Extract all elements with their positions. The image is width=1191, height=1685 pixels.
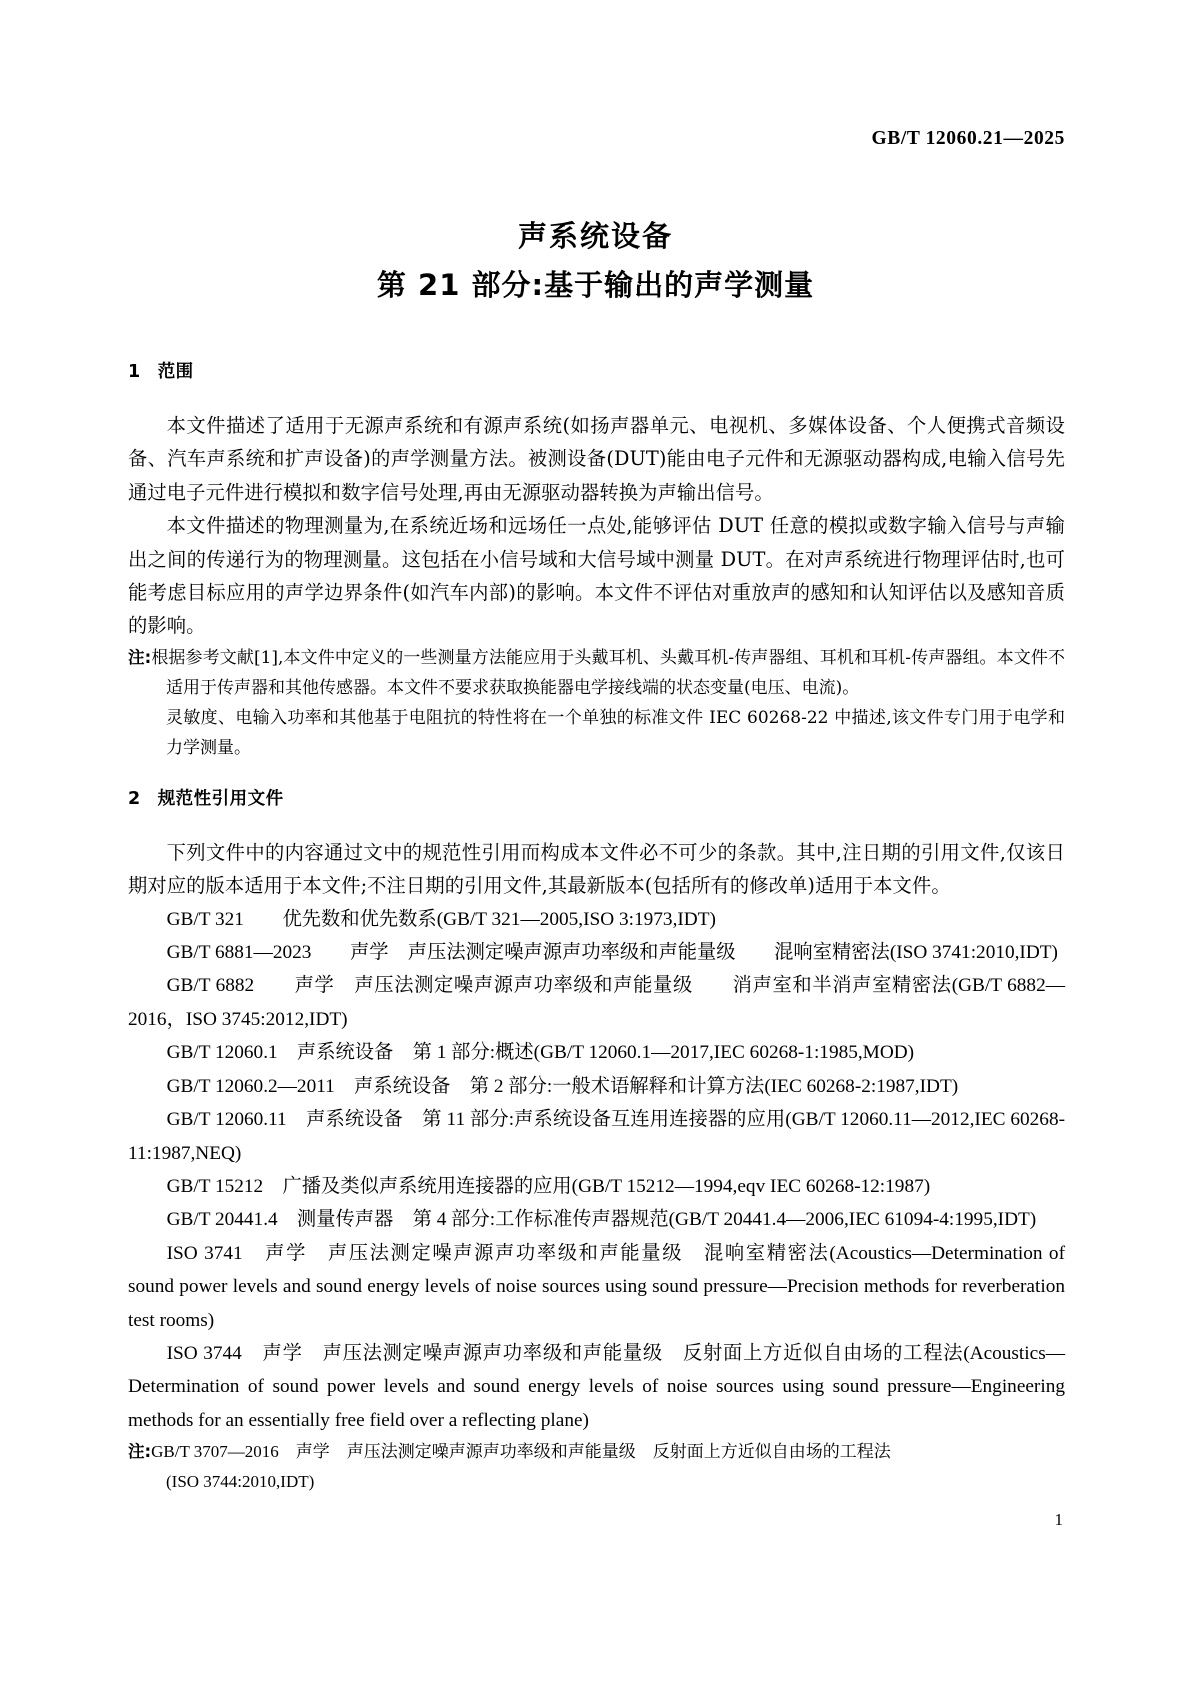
reference-item: GB/T 12060.2—2011 声系统设备 第 2 部分:一般术语解释和计算方法(IEC 60268-2:1987,IDT) (166, 1075, 959, 1097)
section-title-1: 范围 (157, 362, 194, 382)
section-title-2: 规范性引用文件 (157, 788, 284, 809)
document-title (0, 212, 1191, 310)
section-heading-2 (128, 785, 1065, 810)
reference-item: GB/T 20441.4 测量传声器 第 4 部分:工作标准传声器规范(GB/T 20441.4—2006,IEC 61094-4:1995,IDT) (166, 1209, 1037, 1231)
note-label: 注: (128, 1442, 152, 1462)
section-1-paragraph-2: 本文件描述的物理测量为,在系统近场和远场任一点处,能够评估 DUT 任意的模拟或数字输入信号与声输出之间的传递行为的物理测量。这包括在小信号域和大信号域中测量 DUT。在对声系统进行物理评估时,也可能考虑目标应用的声学边界条件(如汽车内部)的影响。本文件不评估对重放声的感知和认知评估以及感知音质的影响。 (128, 514, 1065, 638)
section-2-note-continued: (ISO 3744:2010,IDT) (166, 1472, 315, 1492)
document-body (128, 358, 1065, 1497)
reference-item: GB/T 12060.11 声系统设备 第 11 部分:声系统设备互连用连接器的应用(GB/T 12060.11—2012,IEC 60268-11:1987,NEQ) (128, 1109, 1065, 1164)
title-line-1: 声系统设备 (517, 219, 673, 253)
reference-item: ISO 3741 声学 声压法测定噪声源声功率级和声能量级 混响室精密法(Acoustics—Determination of sound power levels and sound energy levels of noise sources using sound pressure—Precision methods for reverberation test rooms) (128, 1242, 1065, 1331)
reference-item: GB/T 12060.1 声系统设备 第 1 部分:概述(GB/T 12060.1—2017,IEC 60268-1:1985,MOD) (166, 1042, 915, 1064)
section-heading-1 (128, 358, 1065, 383)
page-footer (0, 1510, 1063, 1530)
section-1-note (128, 643, 1065, 703)
section-1-paragraph-1: 本文件描述了适用于无源声系统和有源声系统(如扬声器单元、电视机、多媒体设备、个人便携式音频设备、汽车声系统和扩声设备)的声学测量方法。被测设备(DUT)能由电子元件和无源驱动器构成,电输入信号先通过电子元件进行模拟和数字信号处理,再由无源驱动器转换为声输出信号。 (128, 414, 1065, 504)
reference-item: GB/T 321 优先数和优先数系(GB/T 321—2005,ISO 3:1973,IDT) (166, 908, 716, 930)
standard-code: GB/T 12060.21—2025 (871, 128, 1065, 149)
reference-item: ISO 3744 声学 声压法测定噪声源声功率级和声能量级 反射面上方近似自由场的工程法(Acoustics—Determination of sound power levels and sound energy levels of noise sources using sound pressure—Engineering methods for an essentially free field over a reflecting plane) (128, 1342, 1065, 1431)
note-body: GB/T 3707—2016 声学 声压法测定噪声源声功率级和声能量级 反射面上方近似自由场的工程法 (151, 1442, 891, 1462)
reference-item: GB/T 6882 声学 声压法测定噪声源声功率级和声能量级 消声室和半消声室精密法(GB/T 6882—2016，ISO 3745:2012,IDT) (128, 975, 1065, 1030)
note-label: 注: (128, 647, 152, 667)
section-number-2: 2 (128, 788, 141, 809)
reference-item: GB/T 6881—2023 声学 声压法测定噪声源声功率级和声能量级 混响室精密法(ISO 3741:2010,IDT) (166, 942, 1058, 964)
section-1-note-continued: 灵敏度、电输入功率和其他基于电阻抗的特性将在一个单独的标准文件 IEC 60268-22 中描述,该文件专门用于电学和力学测量。 (166, 707, 1065, 758)
section-2-intro: 下列文件中的内容通过文中的规范性引用而构成本文件必不可少的条款。其中,注日期的引用文件,仅该日期对应的版本适用于本文件;不注日期的引用文件,其最新版本(包括所有的修改单)适用于本文件。 (128, 840, 1065, 898)
title-line-2: 第 21 部分:基于输出的声学测量 (376, 268, 815, 302)
section-number-1: 1 (128, 362, 141, 382)
running-header (0, 128, 1065, 150)
note-body: 根据参考文献[1],本文件中定义的一些测量方法能应用于头戴耳机、头戴耳机-传声器组、耳机和耳机-传声器组。本文件不适用于传声器和其他传感器。本文件不要求获取换能器电学接线端的状态变量(电压、电流)。 (151, 647, 1065, 698)
page-number: 1 (1054, 1510, 1063, 1529)
reference-item: GB/T 15212 广播及类似声系统用连接器的应用(GB/T 15212—1994,eqv IEC 60268-12:1987) (166, 1175, 931, 1197)
section-2-note (128, 1437, 1065, 1467)
